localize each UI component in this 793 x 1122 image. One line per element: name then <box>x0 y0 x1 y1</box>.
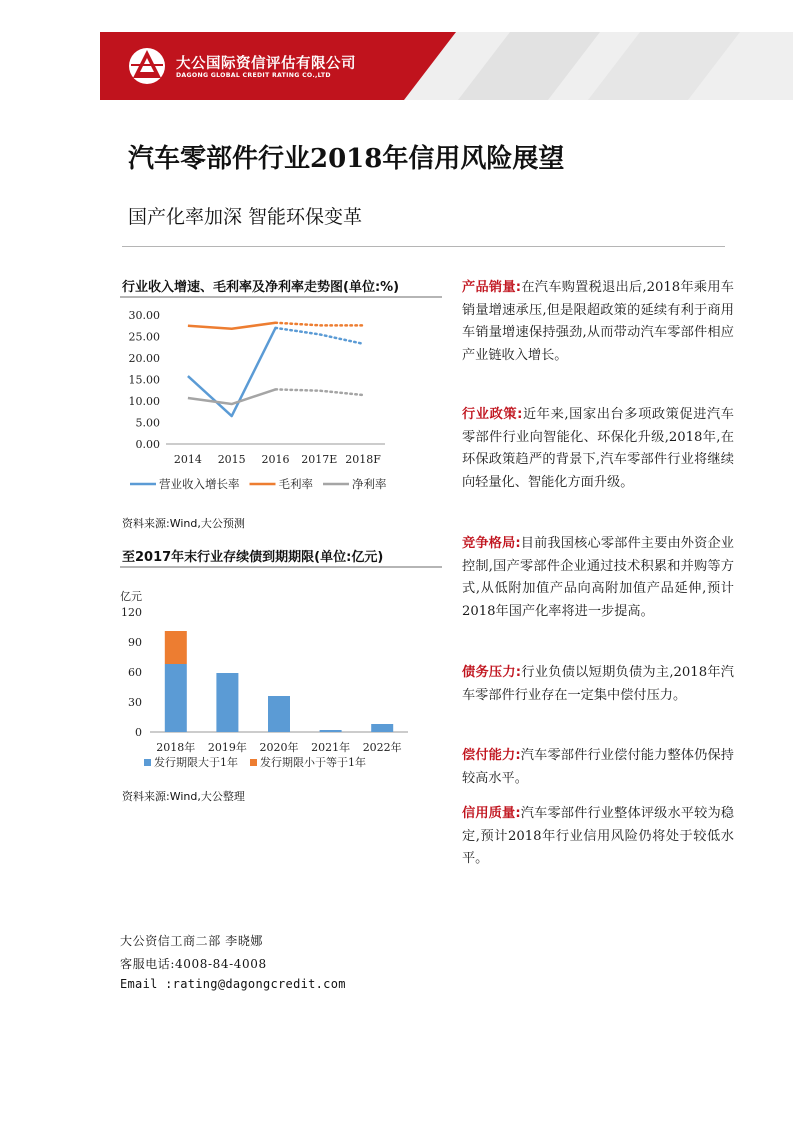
para-head: 债务压力: <box>462 665 522 680</box>
chart1-rule <box>120 296 442 298</box>
x-tick-label: 2020年 <box>259 741 299 754</box>
y-tick-label: 60 <box>128 666 142 679</box>
para-industry-policy <box>462 404 734 494</box>
series-line-actual-1 <box>188 323 276 329</box>
y-tick-label: 30.00 <box>128 309 160 322</box>
para-body: 在汽车购置税退出后,2018年乘用车销量增速承压,但是限超政策的延续有利于商用车销量增速保持强劲,从而带动汽车零部件相应产业链收入增长。 <box>462 280 734 363</box>
para-head: 信用质量: <box>462 806 521 821</box>
bar-0-3 <box>320 730 342 732</box>
report-subtitle: 国产化率加深 智能环保变革 <box>128 206 363 228</box>
revenue-margin-line-chart <box>110 300 440 506</box>
bar-0-0 <box>165 664 187 732</box>
x-tick-label: 2018F <box>345 453 381 466</box>
para-head: 竞争格局: <box>462 536 521 551</box>
legend-label-2: 净利率 <box>352 477 387 491</box>
para-credit-quality <box>462 803 734 871</box>
para-body: 近年来,国家出台多项政策促进汽车零部件行业向智能化、环保化升级,2018年,在环保政策趋严的背景下,汽车零部件行业将继续向轻量化、智能化方面升级。 <box>462 407 734 490</box>
bar-1-0 <box>165 631 187 664</box>
bar-0-2 <box>268 696 290 732</box>
bar-0-1 <box>216 673 238 732</box>
series-line-forecast-0 <box>276 328 364 344</box>
x-tick-label: 2017E <box>301 453 338 466</box>
x-tick-label: 2021年 <box>311 741 351 754</box>
legend-label-1: 毛利率 <box>278 477 313 491</box>
y-tick-label: 20.00 <box>128 352 160 365</box>
x-tick-label: 2018年 <box>156 741 196 754</box>
y-tick-label: 30 <box>128 696 142 709</box>
y-tick-label: 10.00 <box>128 395 160 408</box>
chart1-title: 行业收入增速、毛利率及净利率走势图(单位:%) <box>122 280 400 295</box>
contact-email: Email :rating@dagongcredit.com <box>120 977 346 991</box>
legend-label-0: 发行期限大于1年 <box>154 756 238 769</box>
para-body: 目前我国核心零部件主要由外资企业控制,国产零部件企业通过技术积累和并购等方式,从低附加值产品向高附加值产品延伸,预计2018年国产化率将进一步提高。 <box>462 536 734 619</box>
legend-swatch-0 <box>144 759 151 766</box>
para-solvency <box>462 745 734 790</box>
legend-label-1: 发行期限小于等于1年 <box>260 756 366 769</box>
series-line-actual-2 <box>188 389 276 404</box>
y-tick-label: 0.00 <box>135 438 160 451</box>
company-name-cn: 大公国际资信评估有限公司 <box>176 56 356 72</box>
chart2-title: 至2017年末行业存续债到期期限(单位:亿元) <box>122 550 384 565</box>
x-tick-label: 2016 <box>261 453 290 466</box>
y-tick-label: 90 <box>128 636 142 649</box>
debt-maturity-bar-chart <box>110 578 440 778</box>
para-head: 行业政策: <box>462 407 523 422</box>
x-tick-label: 2019年 <box>207 741 247 754</box>
x-tick-label: 2014 <box>173 453 202 466</box>
chart2-rule <box>120 566 442 568</box>
y-tick-label: 5.00 <box>135 416 160 430</box>
para-head: 偿付能力: <box>462 748 521 763</box>
header-banner <box>0 0 793 110</box>
x-tick-label: 2015 <box>217 453 246 466</box>
para-product-sales <box>462 277 734 367</box>
contact-phone: 客服电话:4008-84-4008 <box>120 957 267 971</box>
para-body: 汽车零部件行业整体评级水平较为稳定,预计2018年行业信用风险仍将处于较低水平。 <box>462 806 734 867</box>
bar-0-4 <box>371 724 393 732</box>
chart2-source: 资料来源:Wind,大公整理 <box>122 790 245 803</box>
legend-label-0: 营业收入增长率 <box>159 477 240 491</box>
company-name-en: DAGONG GLOBAL CREDIT RATING CO.,LTD <box>176 72 331 79</box>
legend-swatch-1 <box>250 759 257 766</box>
chart1-source: 资料来源:Wind,大公预测 <box>122 517 245 530</box>
y-tick-label: 120 <box>121 606 142 619</box>
title-divider <box>122 246 725 247</box>
y-tick-label: 0 <box>135 726 142 739</box>
y-unit-label: 亿元 <box>120 590 142 603</box>
para-head: 产品销量: <box>462 280 522 295</box>
para-competition <box>462 533 734 623</box>
dagong-logo-icon <box>129 48 165 84</box>
series-line-forecast-2 <box>276 389 364 395</box>
report-title: 汽车零部件行业2018年信用风险展望 <box>128 144 565 174</box>
para-body: 汽车零部件行业偿付能力整体仍保持较高水平。 <box>462 748 734 786</box>
x-tick-label: 2022年 <box>362 741 402 754</box>
y-tick-label: 15.00 <box>128 373 160 387</box>
contact-dept: 大公资信工商二部 李晓娜 <box>120 934 264 948</box>
para-body: 行业负债以短期负债为主,2018年汽车零部件行业存在一定集中偿付压力。 <box>462 665 734 703</box>
para-debt-pressure <box>462 662 734 707</box>
y-tick-label: 25.00 <box>128 330 160 344</box>
series-line-forecast-1 <box>276 323 364 326</box>
